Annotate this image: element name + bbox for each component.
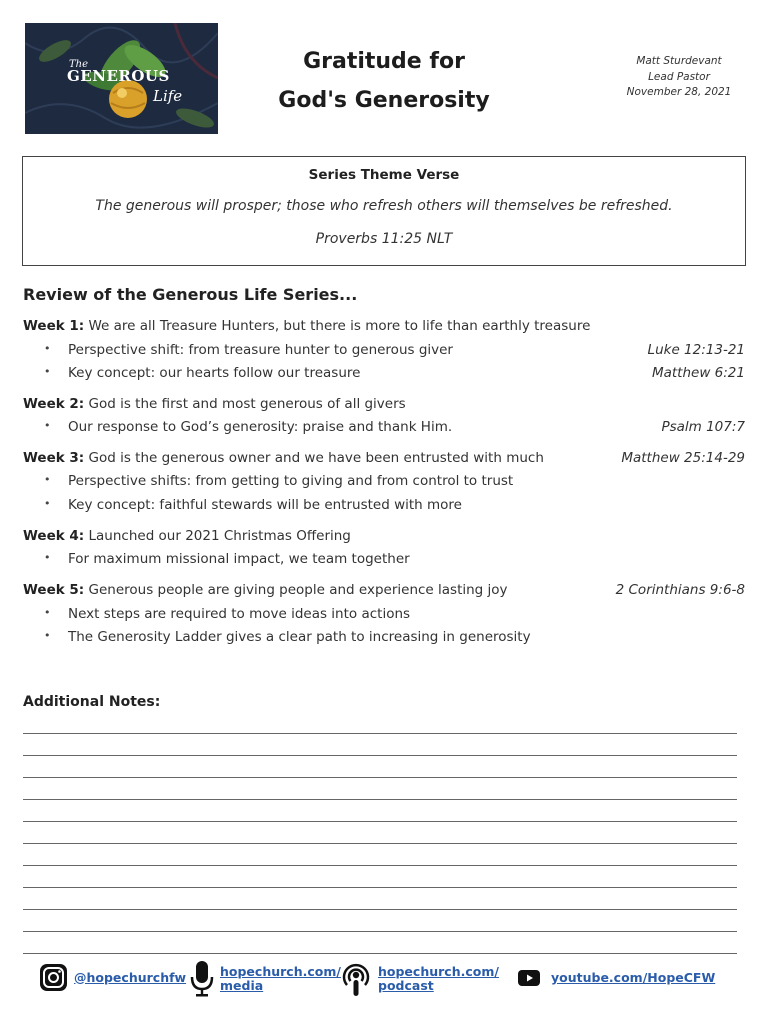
bullet-text: Key concept: faithful stewards will be entrusted with more bbox=[68, 497, 462, 513]
bullet-icon: • bbox=[44, 629, 51, 642]
byline bbox=[612, 54, 746, 101]
theme-verse-reference: Proverbs 11:25 NLT bbox=[315, 231, 453, 247]
week-2-row bbox=[23, 396, 745, 412]
bullet-text: Perspective shifts: from getting to giving and from control to trust bbox=[68, 473, 514, 489]
podcast-link[interactable] bbox=[340, 960, 499, 998]
bullet-text: Next steps are required to move ideas into actions bbox=[68, 606, 411, 622]
podcast-icon bbox=[340, 960, 372, 998]
note-line bbox=[23, 821, 737, 822]
instagram-icon bbox=[39, 963, 68, 992]
logo-the: The bbox=[69, 59, 89, 70]
bullet-text: Perspective shift: from treasure hunter to generous giver bbox=[68, 342, 453, 358]
notes-title: Additional Notes: bbox=[23, 694, 161, 710]
note-line bbox=[23, 909, 737, 910]
week-label: Week 3: bbox=[23, 450, 85, 466]
note-line bbox=[23, 931, 737, 932]
youtube-link[interactable] bbox=[518, 970, 715, 986]
title-line-1: Gratitude for bbox=[303, 49, 465, 74]
week-label: Week 4: bbox=[23, 528, 85, 544]
note-line bbox=[23, 887, 737, 888]
media-url-line-2[interactable]: media bbox=[220, 978, 264, 993]
media-url-line-1[interactable]: hopechurch.com/ bbox=[220, 964, 341, 979]
note-line bbox=[23, 953, 737, 954]
bullet-text: Key concept: our hearts follow our treasure bbox=[68, 365, 361, 381]
week-3-row bbox=[23, 450, 745, 466]
series-logo bbox=[25, 23, 218, 134]
bullet-icon: • bbox=[44, 365, 51, 378]
bullet-icon: • bbox=[44, 473, 51, 486]
week-1-row bbox=[23, 318, 745, 334]
week-text: God is the generous owner and we have been entrusted with much bbox=[88, 450, 544, 466]
week-4-row bbox=[23, 528, 745, 544]
week-label: Week 5: bbox=[23, 582, 85, 598]
week-text: Generous people are giving people and experience lasting joy bbox=[88, 582, 508, 598]
scripture-reference: Matthew 25:14-29 bbox=[621, 450, 745, 466]
microphone-icon bbox=[190, 959, 214, 999]
podcast-url-line-2[interactable]: podcast bbox=[378, 978, 434, 993]
week-label: Week 1: bbox=[23, 318, 85, 334]
week-5-row bbox=[23, 582, 745, 598]
footer bbox=[0, 958, 768, 1002]
bullet-icon: • bbox=[44, 342, 51, 355]
scripture-reference: Psalm 107:7 bbox=[661, 419, 745, 435]
instagram-link[interactable] bbox=[39, 963, 186, 992]
speaker-role: Lead Pastor bbox=[648, 70, 710, 83]
bullet-text: For maximum missional impact, we team together bbox=[68, 551, 410, 567]
bullet-icon: • bbox=[44, 551, 51, 564]
theme-verse-box bbox=[22, 156, 746, 266]
review-title: Review of the Generous Life Series... bbox=[23, 285, 358, 304]
title-line-2: God's Generosity bbox=[278, 88, 490, 113]
podcast-url[interactable] bbox=[378, 965, 499, 993]
youtube-icon bbox=[518, 970, 540, 986]
sermon-date: November 28, 2021 bbox=[626, 86, 732, 98]
scripture-reference: 2 Corinthians 9:6-8 bbox=[615, 582, 745, 598]
note-line bbox=[23, 777, 737, 778]
note-line bbox=[23, 755, 737, 756]
speaker-name: Matt Sturdevant bbox=[636, 55, 722, 67]
logo-generous: GENEROUS bbox=[67, 67, 170, 85]
note-line bbox=[23, 733, 737, 734]
note-line bbox=[23, 865, 737, 866]
bullet-text: Our response to God’s generosity: praise and thank Him. bbox=[68, 419, 453, 435]
podcast-url-line-1[interactable]: hopechurch.com/ bbox=[378, 964, 499, 979]
bullet-text: The Generosity Ladder gives a clear path to increasing in generosity bbox=[68, 629, 531, 645]
week-text: We are all Treasure Hunters, but there is more to life than earthly treasure bbox=[88, 318, 591, 334]
media-url[interactable] bbox=[220, 965, 341, 993]
bullet-icon: • bbox=[44, 419, 51, 432]
week-text: Launched our 2021 Christmas Offering bbox=[88, 528, 351, 544]
scripture-reference: Matthew 6:21 bbox=[651, 365, 745, 381]
page-title bbox=[250, 42, 518, 120]
note-line bbox=[23, 799, 737, 800]
bullet-icon: • bbox=[44, 497, 51, 510]
youtube-url[interactable]: youtube.com/HopeCFW bbox=[551, 970, 716, 985]
bullet-icon: • bbox=[44, 606, 51, 619]
theme-verse-text: The generous will prosper; those who refresh others will themselves be refreshed. bbox=[95, 198, 673, 214]
scripture-reference: Luke 12:13-21 bbox=[647, 342, 745, 358]
media-link[interactable] bbox=[190, 959, 341, 999]
theme-verse-heading: Series Theme Verse bbox=[308, 167, 460, 183]
week-text: God is the first and most generous of all givers bbox=[88, 396, 406, 412]
note-line bbox=[23, 843, 737, 844]
logo-life: Life bbox=[153, 87, 183, 105]
instagram-handle[interactable]: @hopechurchfw bbox=[74, 969, 187, 985]
week-label: Week 2: bbox=[23, 396, 85, 412]
